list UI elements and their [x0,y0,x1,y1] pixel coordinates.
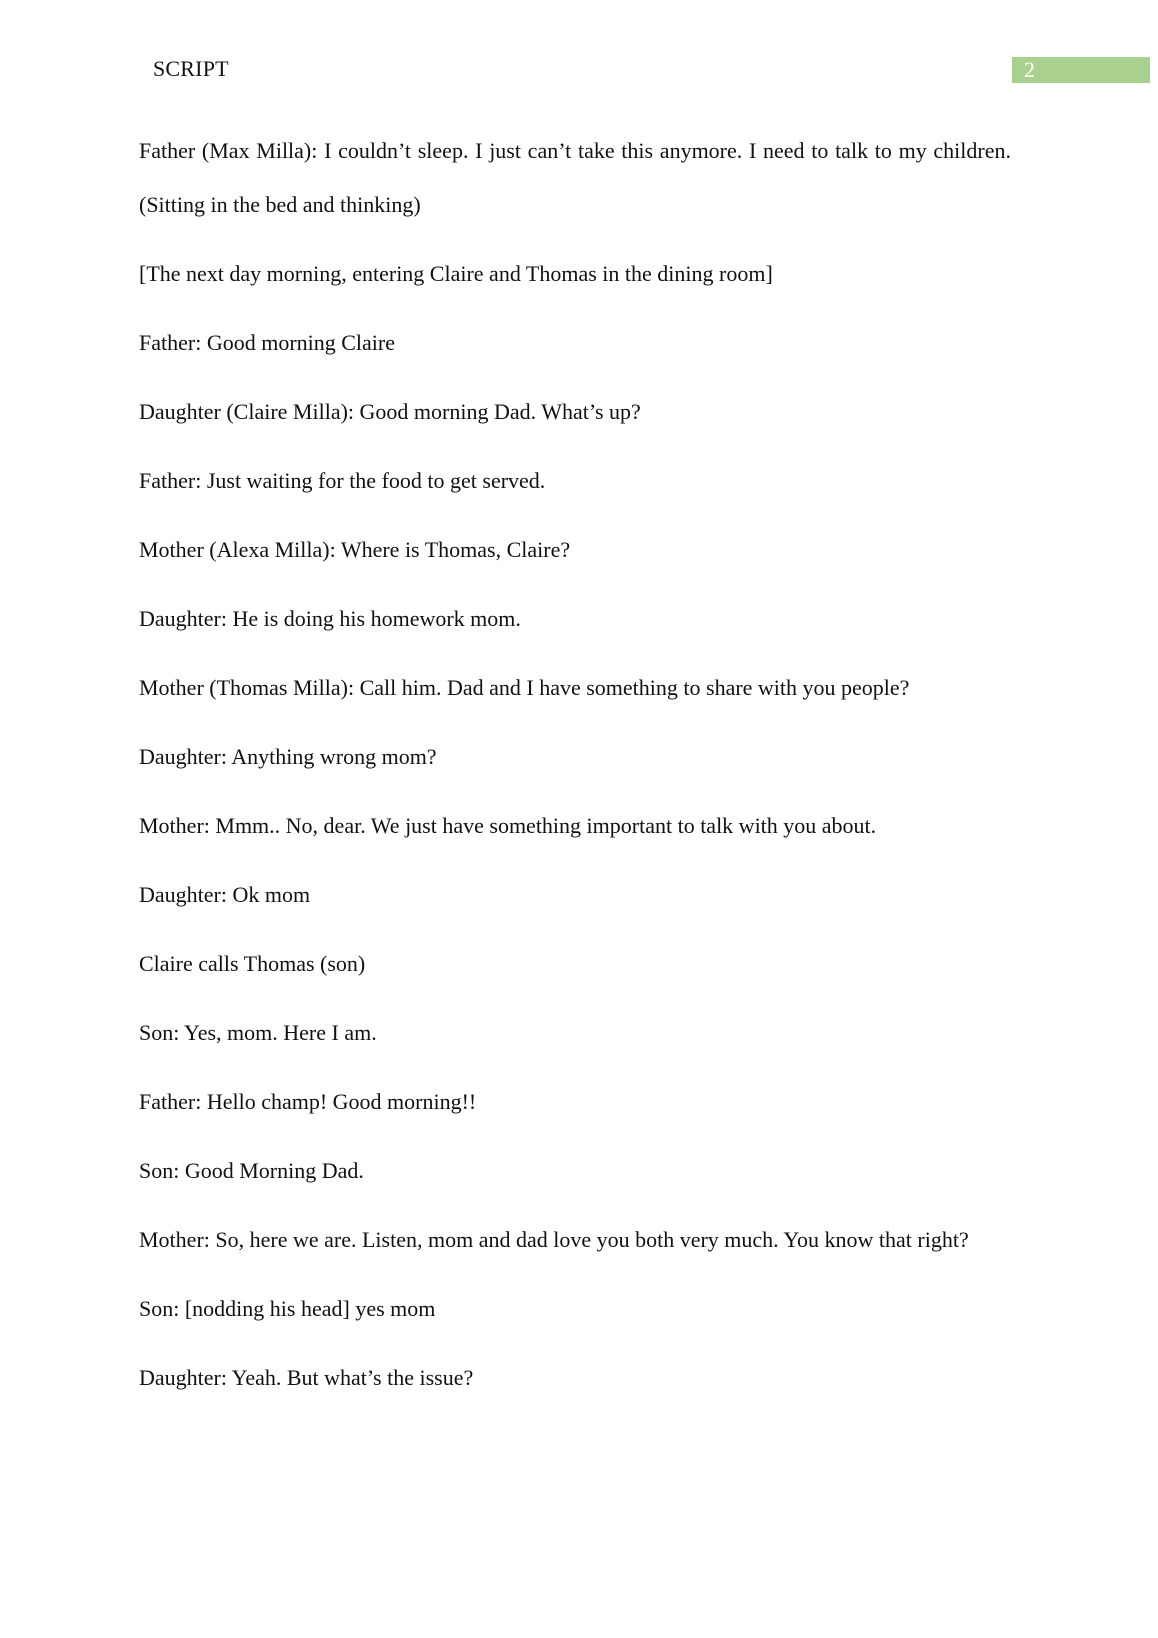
script-line: Son: Good Morning Dad. [139,1158,364,1183]
script-line: Son: [nodding his head] yes mom [139,1296,436,1321]
script-line: Daughter: Anything wrong mom? [139,744,437,769]
script-line: Father: Good morning Claire [139,330,396,355]
running-head: SCRIPT [153,56,229,81]
script-line: Mother (Alexa Milla): Where is Thomas, Claire? [139,537,571,562]
script-line: Daughter: He is doing his homework mom. [139,606,521,631]
script-line: Daughter (Claire Milla): Good morning Dad. What’s up? [139,399,641,424]
page-number-bar [1012,57,1150,83]
page-number: 2 [1024,57,1035,82]
stage-direction: [The next day morning, entering Claire and Thomas in the dining room] [139,261,773,286]
stage-direction: Claire calls Thomas (son) [139,951,366,976]
script-line: Daughter: Ok mom [139,882,311,907]
script-line: Daughter: Yeah. But what’s the issue? [139,1365,474,1390]
script-body [139,124,1011,1420]
script-line: Mother: Mmm.. No, dear. We just have something important to talk with you about. [139,813,877,838]
script-line: Son: Yes, mom. Here I am. [139,1020,377,1045]
script-line: Mother (Thomas Milla): Call him. Dad and I have something to share with you people? [139,675,910,700]
script-line: Father: Just waiting for the food to get served. [139,468,546,493]
script-line: Father (Max Milla): I couldn’t sleep. I just can’t take this anymore. I need to talk to my children. (Sitting in the bed and thinking) [139,138,1011,217]
script-line: Mother: So, here we are. Listen, mom and dad love you both very much. You know that right? [139,1227,969,1252]
script-line: Father: Hello champ! Good morning!! [139,1089,477,1114]
